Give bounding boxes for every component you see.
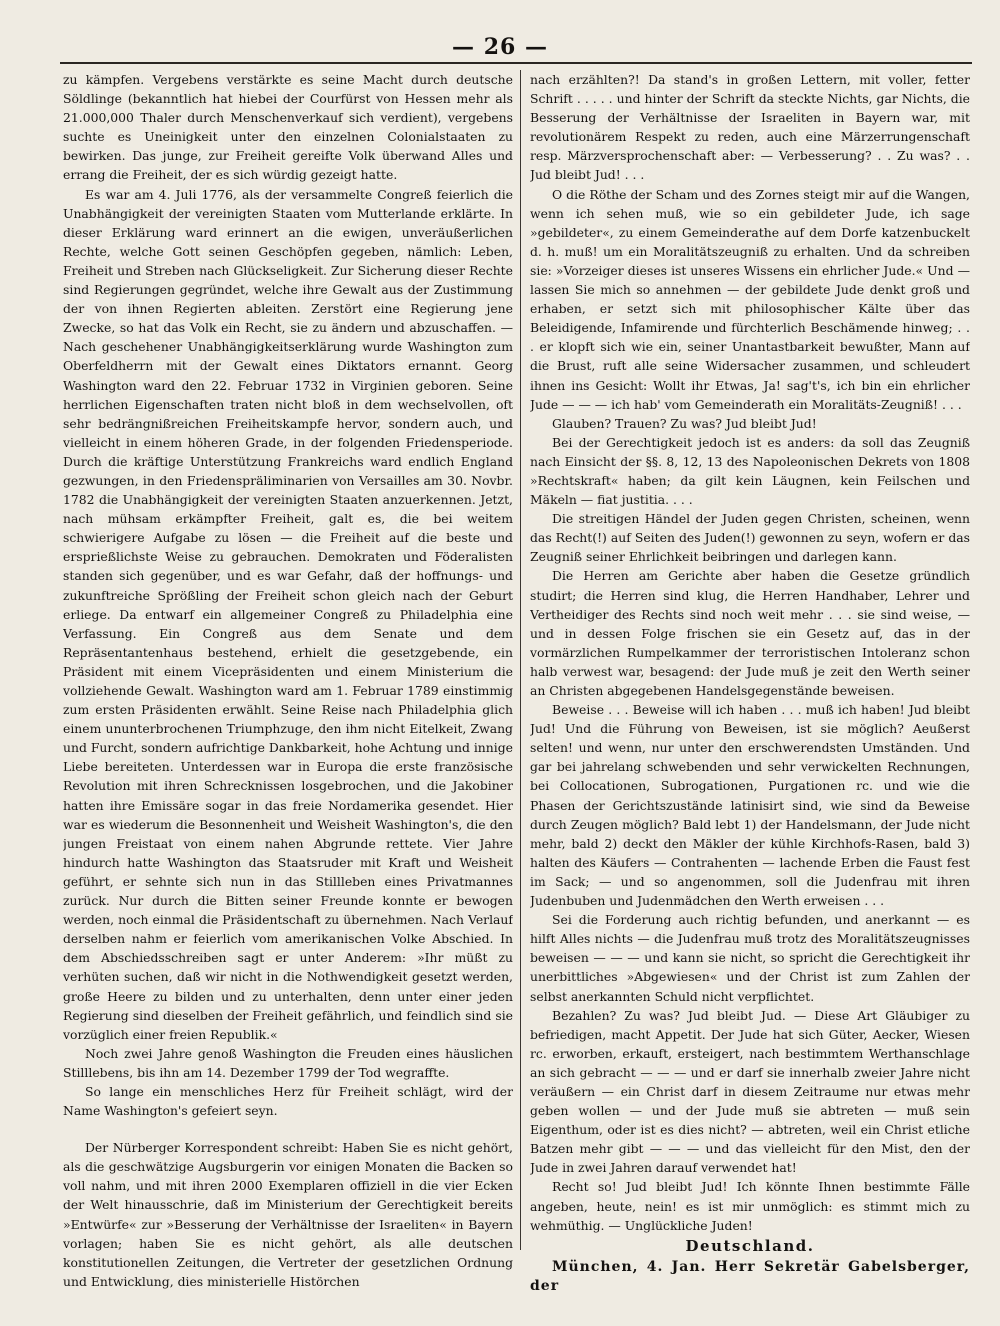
column-divider [520, 70, 521, 1250]
right-paragraph: Bezahlen? Zu was? Jud bleibt Jud. — Diese Art Gläubiger zu befriedigen, macht Appetit. Der Jude hat sich Güter, Aecker, Wiesen rc. erworben, erkauft, ersteigert, nach bestimmtem Werthanschlage an sich gebracht — — — und er darf sie innerhalb zweier Jahre nicht veräußern — ein Christ darf in diesem Zeitraume nur etwas mehr geben wollen — und der Jude muß sie abtreten — muß sein Eigenthum, oder ist es dies nicht? — abtreten, weil ein Christ etliche Batzen mehr gibt — — — und das vielleicht für den Mist, den der Jude in zwei Jahren darauf verwendet hat! [530, 1007, 970, 1176]
left-paragraph: So lange ein menschliches Herz für Freiheit schlägt, wird der Name Washington's gefeiert seyn. [63, 1083, 513, 1119]
right-paragraph: Die Herren am Gerichte aber haben die Gesetze gründlich studirt; die Herren sind klug, die Herren Handhaber, Lehrer und Vertheidiger des Rechts sind noch weit mehr . . . sie sind weise, — und in dessen Folge frischen sie ein Gesetz auf, das in der vormärzlichen Rumpelkammer der terroristischen Intoleranz schon halb verwest war, besagend: der Jude muß je zeit den Werth seiner an Christen abgegebenen Handelsgegenstände beweisen. [530, 568, 970, 698]
left-paragraph: zu kämpfen. Vergebens verstärkte es seine Macht durch deutsche Söldlinge (bekanntlich hat hiebei der Courfürst von Hessen mehr als 21.000,000 Thaler durch Menschenverkauf sich verdient), vergebens suchte es Uneinigkeit unter den einzelnen Colonialstaaten zu bewirken. Das junge, zur Freiheit gereifte Volk überwand Alles und errang die Freiheit, der es sich würdig gezeigt hatte. [63, 72, 513, 183]
header-rule [60, 62, 972, 64]
right-paragraph: Die streitigen Händel der Juden gegen Christen, scheinen, wenn das Recht(!) auf Seiten des Juden(!) gewonnen zu seyn, wofern er das Zeugniß seiner Ehrlichkeit beibringen und darlegen kann. [530, 511, 970, 565]
right-paragraph: Beweise . . . Beweise will ich haben . . . muß ich haben! Jud bleibt Jud! Und die Führung von Beweisen, ist sie möglich? Aeußerst selten! und wenn, nur unter den erschwerendsten Umständen. Und gar bei jahrelang schwebenden und sehr verwickelten Rechnungen, bei Collocationen, Subrogationen, Purgationen rc. und wie die Phasen der Gerichtszustände latinisirt sind, wie sind da Beweise durch Zeugen möglich? Bald lebt 1) der Handelsmann, der Jude nicht mehr, bald 2) deckt den Mäkler der kühle Kirchhofs-Rasen, bald 3) halten des Käufers — Contrahenten — lachende Erben die Faust fest im Sack; — und so angenommen, soll die Judenfrau mit ihren Judenbuben und Judenmädchen den Werth erweisen . . . [530, 702, 970, 909]
dateline: München, 4. Jan. Herr Sekretär Gabelsberger, der [530, 1258, 970, 1294]
right-paragraph: nach erzählten?! Da stand's in großen Lettern, mit voller, fetter Schrift . . . . . und hinter der Schrift da steckte Nichts, gar Nichts, die Besserung der Verhältnisse der Israeliten in Bayern war, mit revolutionärem Respekt zu reden, auch eine Märzerrungenschaft resp. Märzversprochenschaft aber: — Verbesserung? . . Zu was? . . Jud bleibt Jud! . . . [530, 72, 970, 183]
left-paragraph: Noch zwei Jahre genoß Washington die Freuden eines häuslichen Stilllebens, bis ihn am 14. Dezember 1799 der Tod wegraffte. [63, 1045, 513, 1080]
right-paragraph: Sei die Forderung auch richtig befunden, und anerkannt — es hilft Alles nichts — die Judenfrau muß trotz des Moralitätszeugnisses beweisen — — — und kann sie nicht, so spricht die Gerechtigkeit ihr unerbittliches »Abgewiesen« und der Christ ist zum Zahlen der selbst anerkannten Schuld nicht verpflichtet. [530, 912, 970, 1004]
right-paragraph: Glauben? Trauen? Zu was? Jud bleibt Jud! [552, 415, 817, 431]
left-paragraph: Der Nürberger Korrespondent schreibt: Haben Sie es nicht gehört, als die geschwätzige Augsburgerin vor einigen Monaten die Backen so voll nahm, und mit ihren 2000 Exemplaren offiziell in die vier Ecken der Welt hinausschrie, daß im Ministerium der Gerechtigkeit bereits »Entwürfe« zur »Besserung der Verhältnisse der Israeliten« in Bayern vorlagen; haben Sie es nicht gehört, als alle deutschen konstitutionellen Zeitungen, die Vertreter der gesetzlichen Ordnung und Entwicklung, dies ministerielle Histörchen [63, 1140, 513, 1289]
right-column [530, 70, 970, 1320]
right-paragraph: Bei der Gerechtigkeit jedoch ist es anders: da soll das Zeugniß nach Einsicht der §§. 8, 12, 13 des Napoleonischen Dekrets von 1808 »Rechtskraft« haben; da gilt kein Läugnen, kein Feilschen und Mäkeln — fiat justitia. . . . [530, 434, 970, 508]
left-paragraph: Es war am 4. Juli 1776, als der versammelte Congreß feierlich die Unabhängigkeit der vereinigten Staaten vom Mutterlande erklärte. In dieser Erklärung ward erinnert an die ewigen, unveräußerlichen Rechte, welche Gott seinen Geschöpfen gegeben, nämlich: Leben, Freiheit und Streben nach Glückseligkeit. Zur Sicherung dieser Rechte sind Regierungen gegründet, welche ihre Gewalt aus der Zustimmung der von ihnen Regierten ableiten. Zerstört eine Regierung jene Zwecke, so hat das Volk ein Recht, sie zu ändern und abzuschaffen. — Nach geschehener Unabhängigkeitserklärung wurde Washington zum Oberfeldherrn mit der Gewalt eines Diktators ernannt. Georg Washington ward den 22. Februar 1732 in Virginien geboren. Seine herrlichen Eigenschaften traten nicht bloß in dem wechselvollen, oft sehr bedrängnißreichen Freiheitskampfe hervor, sondern auch, und vielleicht in einem höheren Grade, in der folgenden Friedensperiode. Durch die kräftige Unterstützung Frankreichs ward endlich England gezwungen, in den Friedenspräliminarien von Versailles am 30. Novbr. 1782 die Unabhängigkeit der vereinigten Staaten anzuerkennen. Jetzt, nach mühsam erkämpfter Freiheit, galt es, die bei weitem schwierigere Aufgabe zu lösen — die Freiheit auf die beste und ersprießlichste Weise zu gebrauchen. Demokraten und Föderalisten standen sich gegenüber, und es war Gefahr, daß der hoffnungs- und zukunftreiche Sprößling der Freiheit schon gleich nach der Geburt erliege. Da entwarf ein allgemeiner Congreß zu Philadelphia eine Verfassung. Ein Congreß aus dem Senate und dem Repräsentantenhaus bestehend, erhielt die gesetzgebende, ein Präsident mit einem Vicepräsidenten und einem Ministerium die vollziehende Gewalt. Washington ward am 1. Februar 1789 einstimmig zum ersten Präsidenten erwählt. Seine Reise nach Philadelphia glich einem ununterbrochenen Triumphzuge, den ihm nicht Eitelkeit, Zwang und Furcht, sondern aufrichtige Dankbarkeit, hohe Achtung und innige Liebe bereiteten. Unterdessen war in Europa die erste französische Revolution mit ihren Schrecknissen losgebrochen, und die Jakobiner hatten ihre Emissäre sogar in das freie Nordamerika gesendet. Hier war es wiederum die Besonnenheit und Weisheit Washington's, die den jungen Freistaat von einem nahen Abgrunde rettete. Vier Jahre hindurch hatte Washington das Staatsruder mit Kraft und Weisheit geführt, er sehnte sich nun in das Stillleben eines Privatmannes zurück. Nur durch die Bitten seiner Freunde konnte er bewogen werden, noch einmal die Präsidentschaft zu übernehmen. Nach Verlauf derselben nahm er feierlich vom amerikanischen Volke Abschied. In dem Abschiedsschreiben sagt er unter Anderem: »Ihr müßt zu verhüten suchen, daß wir nicht in die Nothwendigkeit gesetzt werden, große Heere zu bilden und zu unterhalten, denn unter einer jeden Regierung sind dieselben der Freiheit gefährlich, und feindlich sind sie vorzüglich einer freien Republik.« [63, 186, 513, 1042]
section-heading: Deutschland. [685, 1236, 815, 1255]
page-number: — 26 — [452, 34, 548, 60]
right-paragraph: Recht so! Jud bleibt Jud! Ich könnte Ihnen bestimmte Fälle angeben, heute, nein! es ist mir unmöglich: es stimmt mich zu wehmüthig. — Unglückliche Juden! [530, 1179, 970, 1233]
left-column [63, 70, 513, 1320]
right-paragraph: O die Röthe der Scham und des Zornes steigt mir auf die Wangen, wenn ich sehen muß, wie so ein gebildeter Jude, ich sage »gebildeter«, zu einem Gemeinderathe auf dem Dorfe katzenbuckelt d. h. muß! um ein Moralitätszeugniß zu erhalten. Und da schreiben sie: »Vorzeiger dieses ist unseres Wissens ein ehrlicher Jude.« Und — lassen Sie mich so annehmen — der gebildete Jude denkt groß und erhaben, er setzt sich mit philosophischer Kälte über das Beleidigende, Infamirende und fürchterlich Beschämende hinweg; . . . er klopft sich wie ein, seiner Unantastbarkeit bewußter, Mann auf die Brust, ruft alle seine Widersacher zusammen, und schleudert ihnen ins Gesicht: Wollt ihr Etwas, Ja! sag't's, ich bin ein ehrlicher Jude — — — ich hab' vom Gemeinderath ein Moralitäts-Zeugniß! . . . [530, 186, 970, 412]
